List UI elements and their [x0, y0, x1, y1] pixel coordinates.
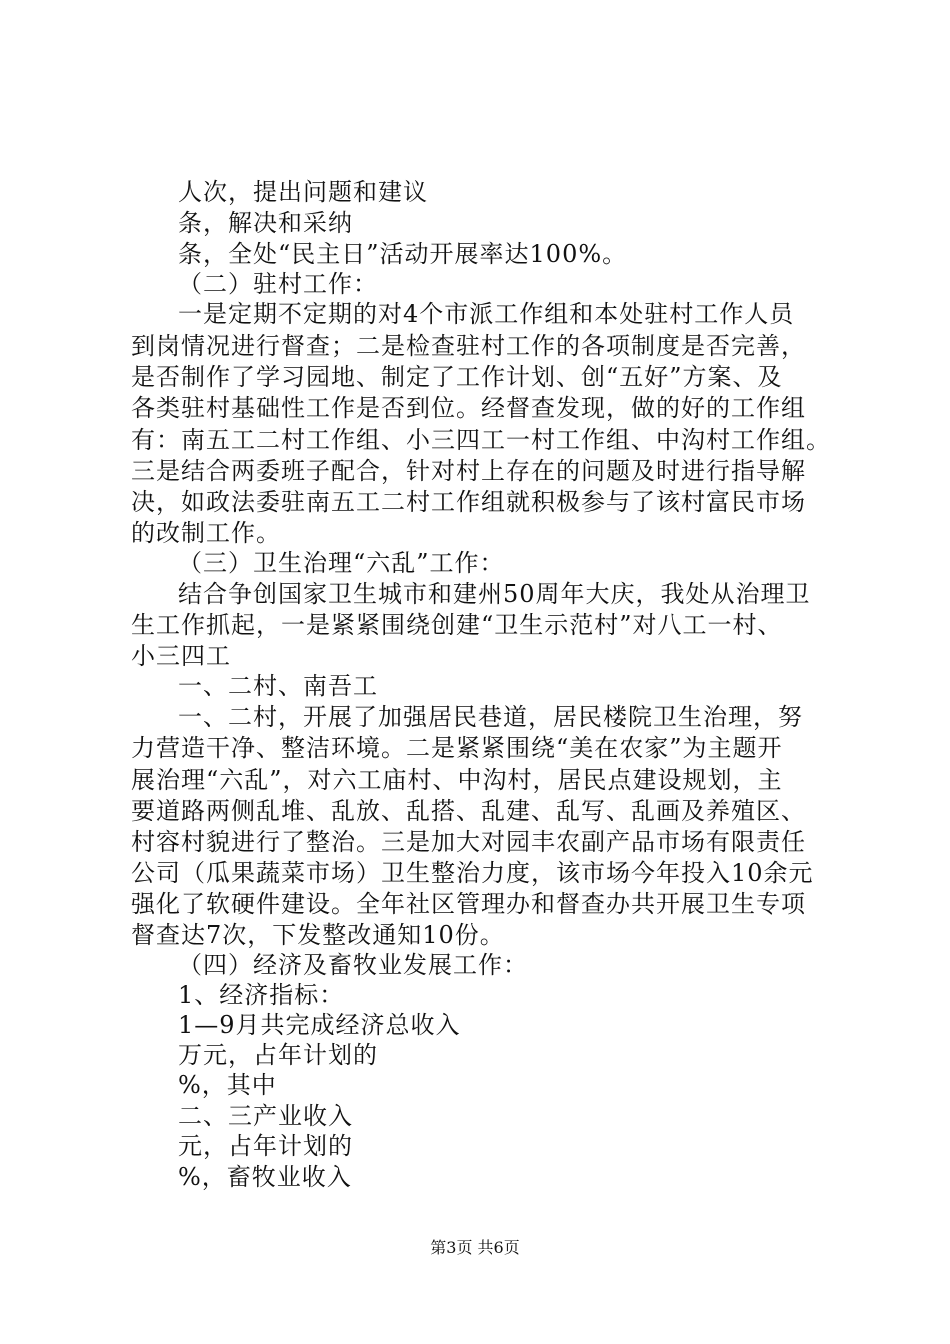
text-line: 展治理“六乱”，对六工庙村、中沟村，居民点建设规划，主: [131, 766, 783, 794]
text-line: 的改制工作。: [131, 519, 281, 547]
text-line: 一、二村，开展了加强居民巷道，居民楼院卫生治理，努: [178, 703, 803, 731]
section-heading: （四）经济及畜牧业发展工作：: [178, 951, 528, 979]
text-line: 要道路两侧乱堆、乱放、乱搭、乱建、乱写、乱画及养殖区、: [131, 797, 806, 825]
text-line: 村容村貌进行了整治。三是加大对园丰农副产品市场有限责任: [131, 828, 806, 856]
text-line: 各类驻村基础性工作是否到位。经督查发现，做的好的工作组: [131, 394, 806, 422]
text-line: %，畜牧业收入: [178, 1163, 352, 1191]
text-line: 到岗情况进行督查；二是检查驻村工作的各项制度是否完善，: [131, 332, 806, 360]
section-heading: （三）卫生治理“六乱”工作：: [178, 549, 505, 577]
text-line: 一、二村、南吾工: [178, 672, 378, 700]
text-line: 三是结合两委班子配合，针对村上存在的问题及时进行指导解: [131, 457, 806, 485]
section-heading: （二）驻村工作：: [178, 270, 378, 298]
text-line: %，其中: [178, 1071, 277, 1099]
text-line: 元，占年计划的: [178, 1132, 353, 1160]
page-number-footer: 第3页 共6页: [430, 1238, 520, 1257]
text-line: 1、经济指标：: [178, 981, 345, 1009]
text-line: 结合争创国家卫生城市和建州50周年大庆，我处从治理卫: [178, 580, 811, 608]
text-line: 条，解决和采纳: [178, 209, 353, 237]
text-line: 人次，提出问题和建议: [178, 178, 428, 206]
text-line: 是否制作了学习园地、制定了工作计划、创“五好”方案、及: [131, 363, 783, 391]
text-line: 强化了软硬件建设。全年社区管理办和督查办共开展卫生专项: [131, 890, 806, 918]
text-line: 公司（瓜果蔬菜市场）卫生整治力度，该市场今年投入10余元: [131, 859, 814, 887]
text-line: 决，如政法委驻南五工二村工作组就积极参与了该村富民市场: [131, 488, 806, 516]
text-line: 条，全处“民主日”活动开展率达100%。: [178, 240, 628, 268]
text-line: 力营造干净、整洁环境。二是紧紧围绕“美在农家”为主题开: [131, 734, 783, 762]
text-line: 1—9月共完成经济总收入: [178, 1011, 461, 1039]
text-line: 一是定期不定期的对4个市派工作组和本处驻村工作人员: [178, 300, 795, 328]
text-line: 督查达7次，下发整改通知10份。: [131, 921, 505, 949]
text-line: 有：南五工二村工作组、小三四工一村工作组、中沟村工作组。: [131, 426, 831, 454]
text-line: 生工作抓起，一是紧紧围绕创建“卫生示范村”对八工一村、: [131, 611, 783, 639]
text-line: 小三四工: [131, 642, 231, 670]
text-line: 万元，占年计划的: [178, 1041, 378, 1069]
text-line: 二、三产业收入: [178, 1102, 353, 1130]
